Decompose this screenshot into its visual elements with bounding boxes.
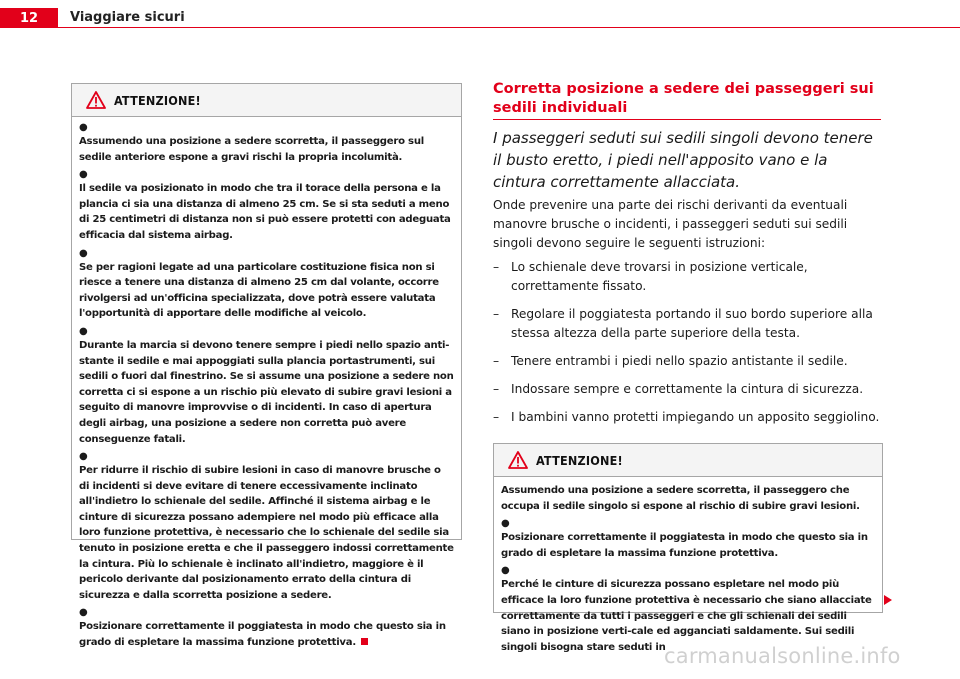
dash-icon: – <box>493 307 500 321</box>
bullet-icon: ● <box>79 247 88 259</box>
running-title: Viaggiare sicuri <box>70 10 185 25</box>
list-item: – I bambini vanno protetti impiegando un apposito seggiolino. <box>493 408 888 427</box>
page-header <box>0 0 960 30</box>
warning-item: ● Perché le cinture di sicurezza possano espletare nel modo più efficace la loro funzione protettiva è necessario che siano allacciate correttamente da tutti i passeggeri e che gli schienali dei sedili siano in posizione verti-cale ed agganciati saldamente. Sui sedili singoli bisogna stare seduti in <box>501 566 875 655</box>
warning-item: ● Se per ragioni legate ad una particolare costituzione fisica non si riesce a tenere una distanza di almeno 25 cm dal volante, occorre rivolgersi ad un'officina specializzata, dove potrà essere valutata l'opportunità di apportare delle modifiche al veicolo. <box>79 249 454 322</box>
bullet-icon: ● <box>79 451 88 463</box>
bullet-icon: ● <box>501 518 510 530</box>
list-item: – Lo schienale deve trovarsi in posizione verticale, correttamente fissato. <box>493 260 808 293</box>
bullet-icon: ● <box>79 169 88 181</box>
warning-item: ● Durante la marcia si devono tenere sempre i piedi nello spazio anti-stante il sedile e mai appoggiati sulla plancia portastrumenti, sui sedili o fuori dal finestrino. Se si assume una posizione a sedere non corretta ci si espone a un rischio più elevato di subire gravi lesioni a seguito di manovre improvvise o di incidenti. In caso di apertura degli airbag, una posizione a sedere non corretta può avere conseguenze fatali. <box>79 325 454 445</box>
warning-triangle-icon <box>86 91 106 109</box>
warning-triangle-icon <box>508 451 528 469</box>
warning-item: ● Per ridurre il rischio di subire lesioni in caso di manovre brusche o di incidenti si deve evitare di tenere eccessivamente inclinato all'indietro lo schienale del sedile. Affinché il sistema airbag e le cinture di sicurezza possano adempiere nel modo più efficace alla loro funzione protettiva, è necessario che lo schienale del sedile sia tenuto in posizione eretta e che il passeggero indossi correttamente la cintura. Più lo schienale è inclinato all'indietro, maggiore è il pericolo derivante dal posizionamento errato della cintura di sicurezza e dalla scorretta posizione a sedere. <box>79 451 454 601</box>
page-number: 12 <box>0 8 58 28</box>
watermark: carmanualsonline.info <box>664 644 901 668</box>
warning-lead: Assumendo una posizione a sedere scorretta, il passeggero che occupa il sedile singolo si espone al rischio di subire gravi lesioni. <box>501 485 860 512</box>
dash-icon: – <box>493 382 500 396</box>
warning-item: ● Assumendo una posizione a sedere scorretta, il passeggero sul sedile anteriore espone a gravi rischi la propria incolumità. <box>79 123 454 165</box>
warning-body <box>494 477 882 666</box>
warning-header <box>72 84 461 117</box>
warning-body <box>72 117 461 662</box>
list-item: – Regolare il poggiatesta portando il suo bordo superiore alla stessa altezza della parte superiore della testa. <box>493 307 873 340</box>
continue-arrow-icon <box>884 595 892 605</box>
warning-title: ATTENZIONE! <box>114 92 201 108</box>
warning-box-right <box>493 443 883 653</box>
warning-item: ● Posizionare correttamente il poggiatesta in modo che questo sia in grado di espletare la massima funzione protettiva. <box>501 519 875 561</box>
dash-icon: – <box>493 354 500 368</box>
warning-title: ATTENZIONE! <box>536 452 623 468</box>
header-rule <box>58 27 960 28</box>
list-item: – Tenere entrambi i piedi nello spazio antistante il sedile. <box>493 352 888 371</box>
list-item: – Indossare sempre e correttamente la cintura di sicurezza. <box>493 380 888 399</box>
title-rule <box>493 119 881 120</box>
section-intro: I passeggeri seduti sui sedili singoli devono tenere il busto eretto, i piedi nell'apposito vano e la cintura correttamente allacciata. <box>493 129 873 191</box>
bullet-icon: ● <box>79 122 88 133</box>
warning-box-left <box>71 83 462 649</box>
bullet-icon: ● <box>79 325 88 337</box>
warning-item: ● Il sedile va posizionato in modo che tra il torace della persona e la plancia ci sia una distanza di almeno 25 cm. Se si sta seduti a meno di 25 centimetri di distanza non si può essere protetti con adeguata efficacia dal sistema airbag. <box>79 170 454 243</box>
end-of-section-icon <box>361 638 368 645</box>
bullet-icon: ● <box>79 607 88 619</box>
instruction-list <box>493 258 888 436</box>
dash-icon: – <box>493 260 500 274</box>
section-title: Corretta posizione a sedere dei passeggeri sui sedili individuali <box>493 81 874 116</box>
section-body: Onde prevenire una parte dei rischi derivanti da eventuali manovre brusche o incidenti, i passeggeri seduti sui sedili singoli devono seguire le seguenti istruzioni: <box>493 198 848 250</box>
bullet-icon: ● <box>501 565 510 577</box>
dash-icon: – <box>493 410 500 424</box>
warning-item: ● Posizionare correttamente il poggiatesta in modo che questo sia in grado di espletare la massima funzione protettiva. <box>79 608 454 650</box>
warning-header <box>494 444 882 477</box>
